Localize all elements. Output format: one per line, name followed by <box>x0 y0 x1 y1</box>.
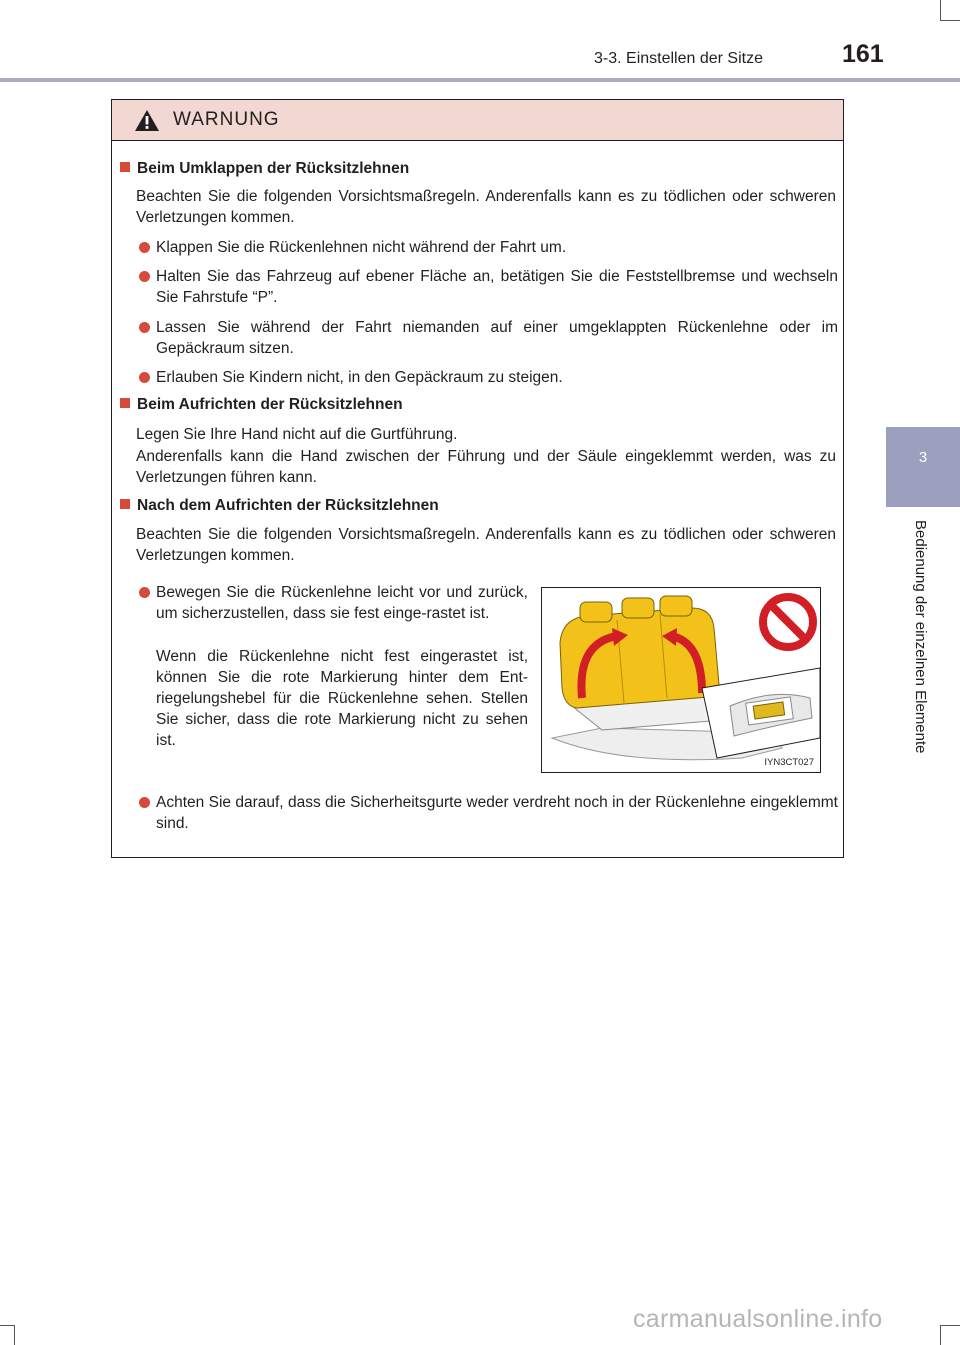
section-title: 3-3. Einstellen der Sitze <box>594 50 763 67</box>
chapter-tab[interactable] <box>886 427 960 507</box>
section-heading <box>120 160 409 178</box>
chapter-number: 3 <box>918 449 928 466</box>
round-bullet-icon <box>139 271 150 282</box>
warning-title: WARNUNG <box>173 109 280 130</box>
chapter-label: Bedienung der einzelnen Elemente <box>912 520 929 754</box>
square-bullet-icon <box>120 499 130 509</box>
section-heading-text: Beim Umklappen der Rücksitzlehnen <box>137 160 410 177</box>
crop-mark <box>0 1325 14 1326</box>
section-intro: Anderenfalls kann die Hand zwischen der Führung und der Säule eingeklemmt werden, was zu Verletzungen führen kann. <box>136 448 836 486</box>
list-item <box>136 367 838 388</box>
list-item <box>136 582 528 624</box>
square-bullet-icon <box>120 162 130 172</box>
list-item-text: Klappen Sie die Rückenlehnen nicht während der Fahrt um. <box>156 239 567 256</box>
crop-mark <box>940 1325 941 1345</box>
section-intro: Beachten Sie die folgenden Vorsichtsmaßregeln. Anderenfalls kann es zu tödlichen oder schweren Verletzungen kommen. <box>136 188 836 226</box>
list-item <box>136 317 838 359</box>
seat-illustration <box>541 587 821 773</box>
crop-mark <box>940 20 960 21</box>
section-heading-text: Nach dem Aufrichten der Rücksitzlehnen <box>137 497 439 514</box>
page-number: 161 <box>842 40 884 68</box>
list-item-text: Wenn die Rückenlehne nicht fest eingerastet ist, können Sie die rote Markierung hinter dem Ent-riegelungshebel für die Rückenlehne sehen. Stellen Sie sicher, dass die rote Markierung nicht zu sehen ist. <box>156 648 528 749</box>
section-heading <box>120 396 403 414</box>
round-bullet-icon <box>139 797 150 808</box>
list-item <box>136 792 838 834</box>
list-item-text: Lassen Sie während der Fahrt niemanden auf einer umgeklappten Rückenlehne oder im Gepäckraum sitzen. <box>156 319 838 357</box>
list-item-continuation <box>136 646 528 751</box>
section-intro: Legen Sie Ihre Hand nicht auf die Gurtführung. <box>136 426 458 443</box>
section-heading-text: Beim Aufrichten der Rücksitzlehnen <box>137 396 403 413</box>
warning-header <box>112 100 843 141</box>
rear-seat-drawing <box>542 588 820 772</box>
figure-code: IYN3CT027 <box>764 757 814 768</box>
square-bullet-icon <box>120 398 130 408</box>
round-bullet-icon <box>139 242 150 253</box>
warning-triangle-icon <box>134 109 160 132</box>
list-item <box>136 266 838 308</box>
crop-mark <box>940 0 941 20</box>
section-intro: Beachten Sie die folgenden Vorsichtsmaßregeln. Anderenfalls kann es zu tödlichen oder schweren Verletzungen kommen. <box>136 526 836 564</box>
warning-box <box>111 99 844 858</box>
list-item-text: Erlauben Sie Kindern nicht, in den Gepäckraum zu steigen. <box>156 369 563 386</box>
round-bullet-icon <box>139 372 150 383</box>
list-item-text: Achten Sie darauf, dass die Sicherheitsgurte weder verdreht noch in der Rückenlehne eingeklemmt sind. <box>156 794 838 832</box>
header-rule <box>0 78 960 82</box>
crop-mark <box>14 1325 15 1345</box>
round-bullet-icon <box>139 322 150 333</box>
section-heading <box>120 497 439 515</box>
round-bullet-icon <box>139 587 150 598</box>
watermark: carmanualsonline.info <box>633 1305 883 1333</box>
list-item <box>136 237 838 258</box>
list-item-text: Halten Sie das Fahrzeug auf ebener Fläche an, betätigen Sie die Feststellbremse und wechseln Sie Fahrstufe “P”. <box>156 268 838 306</box>
crop-mark <box>940 1325 960 1326</box>
list-item-text: Bewegen Sie die Rückenlehne leicht vor und zurück, um sicherzustellen, dass sie fest einge-rastet ist. <box>156 584 528 622</box>
